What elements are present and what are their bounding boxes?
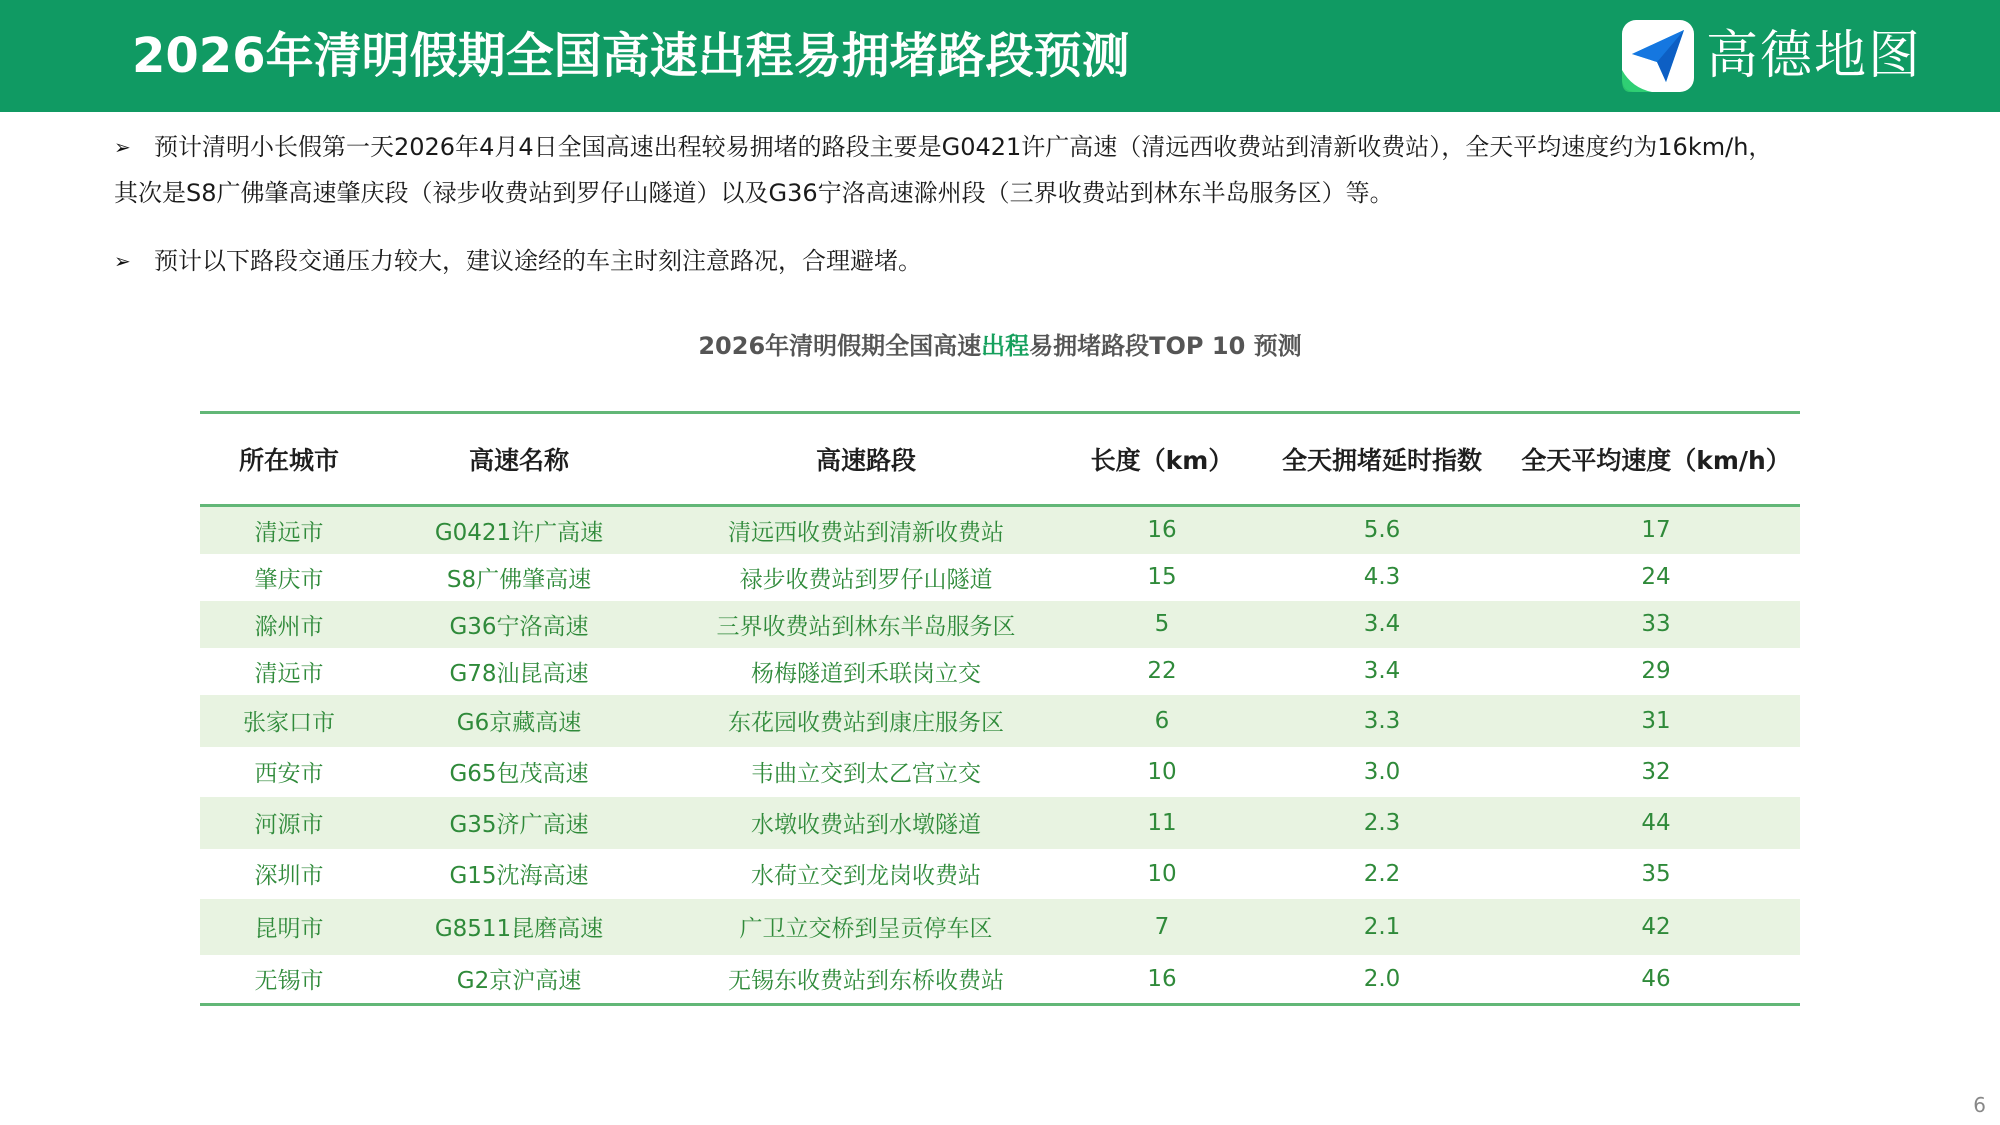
table-row xyxy=(200,506,1800,554)
data-table xyxy=(200,411,1800,1006)
table-cell: 清远市 xyxy=(254,519,324,546)
bullet-arrow-icon: ➢ xyxy=(114,135,131,159)
table-cell: 17 xyxy=(1641,517,1671,544)
table-cell: 滁州市 xyxy=(254,613,324,640)
table-cell: 3.3 xyxy=(1363,707,1401,734)
table-cell: 22 xyxy=(1147,658,1177,684)
table-cell: 2.0 xyxy=(1363,965,1401,992)
table-cell: 44 xyxy=(1641,809,1671,836)
table-cell: 10 xyxy=(1147,860,1177,887)
table-cell: 肇庆市 xyxy=(254,566,324,593)
column-header: 全天拥堵延时指数 xyxy=(1281,446,1482,475)
table-title-suffix: 易拥堵路段TOP 10 预测 xyxy=(1029,332,1302,360)
table-cell: G35济广高速 xyxy=(449,812,589,838)
column-header: 所在城市 xyxy=(238,446,339,475)
table-cell: G78汕昆高速 xyxy=(449,660,589,687)
table-header-row xyxy=(200,413,1800,506)
column-header: 长度（km） xyxy=(1090,446,1234,475)
table-cell: 15 xyxy=(1147,564,1177,590)
summary-bullets xyxy=(114,124,1914,284)
page-title: 2026年清明假期全国高速出程易拥堵路段预测 xyxy=(132,28,1130,84)
table-row xyxy=(200,695,1800,747)
table-title xyxy=(0,326,2000,361)
table-cell: 11 xyxy=(1147,809,1177,836)
header-bar xyxy=(0,0,2000,112)
table-cell: 韦曲立交到太乙宫立交 xyxy=(751,761,981,787)
table-cell: 3.4 xyxy=(1363,658,1401,684)
table-row xyxy=(200,601,1800,648)
navigation-arrow-icon xyxy=(1622,20,1694,92)
table-cell: 7 xyxy=(1154,913,1170,940)
table-title-highlight: 出程 xyxy=(981,332,1030,360)
table-cell: G15沈海高速 xyxy=(449,863,589,889)
bullet-item xyxy=(114,238,1914,284)
table-cell: G6京藏高速 xyxy=(456,710,582,736)
table-cell: G65包茂高速 xyxy=(449,761,589,787)
table-cell: 深圳市 xyxy=(254,863,324,889)
table-cell: 无锡东收费站到东桥收费站 xyxy=(728,968,1004,995)
table-cell: 杨梅隧道到禾联岗立交 xyxy=(751,660,981,687)
table-cell: 5.6 xyxy=(1363,517,1401,544)
column-header: 高速路段 xyxy=(815,446,916,475)
table-cell: 3.4 xyxy=(1363,611,1401,637)
table-cell: 三界收费站到林东半岛服务区 xyxy=(716,613,1016,640)
table-row xyxy=(200,648,1800,695)
table-cell: 广卫立交桥到呈贡停车区 xyxy=(739,916,993,942)
table-cell: 10 xyxy=(1147,758,1177,785)
logo-text: 高德地图 xyxy=(1706,26,1923,86)
table-cell: 西安市 xyxy=(254,761,324,787)
table-cell: 3.0 xyxy=(1363,758,1401,785)
table-cell: 42 xyxy=(1641,913,1671,940)
table-cell: 清远西收费站到清新收费站 xyxy=(728,519,1004,546)
table-cell: G8511昆磨高速 xyxy=(434,916,604,942)
table-cell: 29 xyxy=(1641,658,1671,684)
bullet-text-line: 预计清明小长假第一天2026年4月4日全国高速出程较易拥堵的路段主要是G0421许广高速（清远西收费站到清新收费站），全天平均速度约为16km/h， xyxy=(154,133,1773,161)
table-cell: 水墩收费站到水墩隧道 xyxy=(751,812,981,838)
table-cell: 河源市 xyxy=(254,812,324,838)
table-body xyxy=(200,506,1800,1005)
table-cell: 清远市 xyxy=(254,660,324,687)
table-row xyxy=(200,849,1800,899)
table-cell: 31 xyxy=(1641,707,1671,734)
column-header: 高速名称 xyxy=(468,446,569,475)
table-row xyxy=(200,955,1800,1005)
table-cell: 16 xyxy=(1147,517,1177,544)
table-cell: G0421许广高速 xyxy=(434,519,604,546)
table-row xyxy=(200,554,1800,601)
table-cell: 2.2 xyxy=(1363,860,1401,887)
table-cell: 33 xyxy=(1641,611,1671,637)
table-title-prefix: 2026年清明假期全国高速 xyxy=(698,332,982,360)
table-cell: 24 xyxy=(1641,564,1671,590)
table-row xyxy=(200,899,1800,955)
table-cell: 2.1 xyxy=(1363,913,1401,940)
page-number: 6 xyxy=(1973,1093,1986,1117)
table-cell: 昆明市 xyxy=(254,916,324,942)
congestion-table xyxy=(200,411,1800,1006)
table-cell: 2.3 xyxy=(1363,809,1401,836)
bullet-item xyxy=(114,124,1914,216)
table-cell: 16 xyxy=(1147,965,1177,992)
bullet-text-line: 预计以下路段交通压力较大，建议途经的车主时刻注意路况，合理避堵。 xyxy=(154,247,922,275)
table-cell: 东花园收费站到康庄服务区 xyxy=(728,710,1004,736)
table-row xyxy=(200,797,1800,849)
table-cell: 35 xyxy=(1641,860,1671,887)
bullet-arrow-icon: ➢ xyxy=(114,249,131,273)
table-row xyxy=(200,747,1800,797)
table-cell: 张家口市 xyxy=(243,710,335,736)
table-cell: 4.3 xyxy=(1363,564,1401,590)
table-cell: 32 xyxy=(1641,758,1671,785)
table-cell: G2京沪高速 xyxy=(456,968,582,995)
table-cell: 水荷立交到龙岗收费站 xyxy=(751,863,981,889)
table-cell: 46 xyxy=(1641,965,1671,992)
table-cell: 5 xyxy=(1154,611,1170,637)
table-cell: 无锡市 xyxy=(254,968,324,995)
column-header: 全天平均速度（km/h） xyxy=(1521,446,1791,475)
bullet-text-line: 其次是S8广佛肇高速肇庆段（禄步收费站到罗仔山隧道）以及G36宁洛高速滁州段（三界收费站到林东半岛服务区）等。 xyxy=(114,179,1394,207)
table-cell: 禄步收费站到罗仔山隧道 xyxy=(739,566,993,593)
table-cell: S8广佛肇高速 xyxy=(446,566,592,593)
table-cell: G36宁洛高速 xyxy=(449,613,589,640)
table-cell: 6 xyxy=(1154,707,1170,734)
